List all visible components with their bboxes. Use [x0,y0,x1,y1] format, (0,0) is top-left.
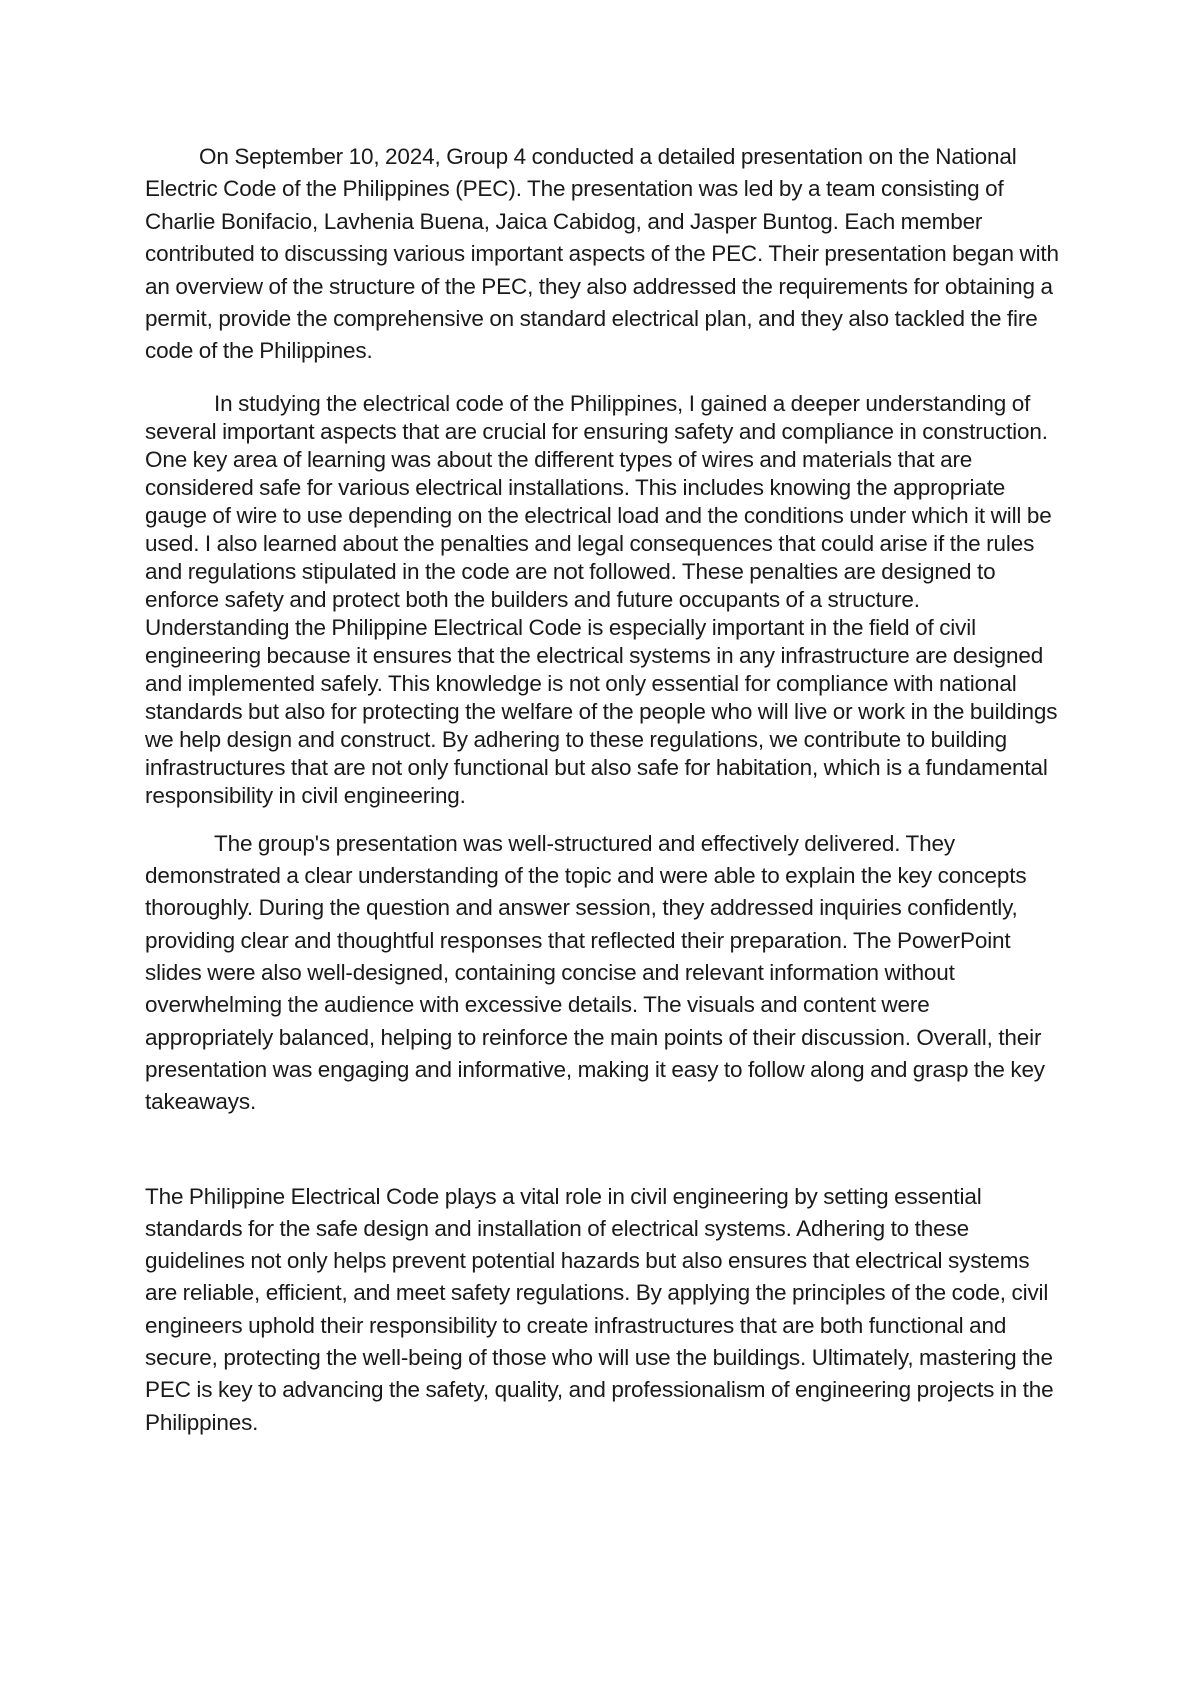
paragraph-learnings: In studying the electrical code of the Philippines, I gained a deeper understanding of several important aspects that are crucial for ensuring safety and compliance in construction. One key area of learning was about the different types of wires and materials that are considered safe for various electrical installations. This includes knowing the appropriate gauge of wire to use depending on the electrical load and the conditions under which it will be used. I also learned about the penalties and legal consequences that could arise if the rules and regulations stipulated in the code are not followed. These penalties are designed to enforce safety and protect both the builders and future occupants of a structure. Understanding the Philippine Electrical Code is especially important in the field of civil engineering because it ensures that the electrical systems in any infrastructure are designed and implemented safely. This knowledge is not only essential for compliance with national standards but also for protecting the welfare of the people who will live or work in the buildings we help design and construct. By adhering to these regulations, we contribute to building infrastructures that are not only functional but also safe for habitation, which is a fundamental responsibility in civil engineering. [145,390,1058,808]
paragraph-conclusion: The Philippine Electrical Code plays a vital role in civil engineering by setting essential standards for the safe design and installation of electrical systems. Adhering to these guidelines not only helps prevent potential hazards but also ensures that electrical systems are reliable, efficient, and meet safety regulations. By applying the principles of the code, civil engineers uphold their responsibility to create infrastructures that are both functional and secure, protecting the well-being of those who will use the buildings. Ultimately, mastering the PEC is key to advancing the safety, quality, and professionalism of engineering projects in the Philippines. [145,1183,1054,1435]
paragraph-evaluation: The group's presentation was well-structured and effectively delivered. They demonstrated a clear understanding of the topic and were able to explain the key concepts thoroughly. During the question and answer session, they addressed inquiries confidently, providing clear and thoughtful responses that reflected their preparation. The PowerPoint slides were also well-designed, containing concise and relevant information without overwhelming the audience with excessive details. The visuals and content were appropriately balanced, helping to reinforce the main points of their discussion. Overall, their presentation was engaging and informative, making it easy to follow along and grasp the key takeaways. [145,830,1045,1115]
paragraph-presentation-summary: On September 10, 2024, Group 4 conducted a detailed presentation on the National Electric Code of the Philippines (PEC). The presentation was led by a team consisting of Charlie Bonifacio, Lavhenia Buena, Jaica Cabidog, and Jasper Buntog. Each member contributed to discussing various important aspects of the PEC. Their presentation began with an overview of the structure of the PEC, they also addressed the requirements for obtaining a permit, provide the comprehensive on standard electrical plan, and they also tackled the fire code of the Philippines. [145,144,1059,364]
document-page [145,141,1060,1439]
